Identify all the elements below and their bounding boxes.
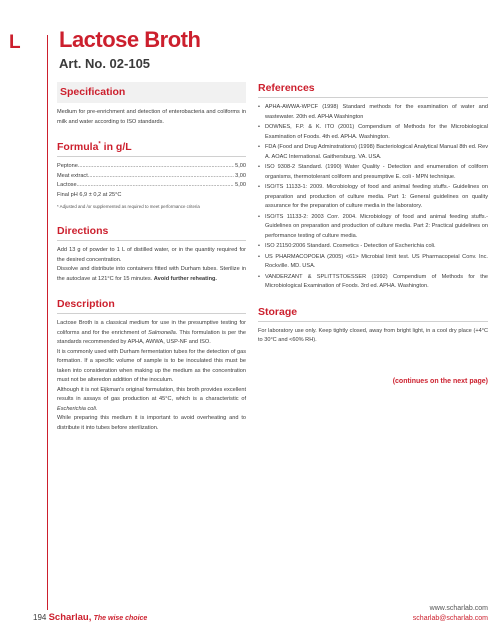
email-link[interactable]: scharlab@scharlab.com bbox=[412, 614, 488, 622]
formula-item-value: 5,00 bbox=[235, 182, 246, 188]
contact-block bbox=[413, 604, 488, 623]
description-p4: While preparing this medium it is important to avoid overheating and to distribute it into tubes before sterilization. bbox=[57, 415, 246, 431]
description-heading: Description bbox=[57, 298, 246, 314]
formula-item-name: Meat extract bbox=[57, 172, 88, 179]
description-p2: It is commonly used with Durham fermentation tubes for the detection of gas formation. If a specific volume of sample is to be inoculated this must be taken into consideration when making up the medium as the concentration must not be alteredon addition of the inoculum. bbox=[57, 348, 246, 383]
formula-item-name: Peptone bbox=[57, 163, 78, 169]
reference-item: • APHA-AWWA-WPCF (1998) Standard methods for the examination of water and wastewater. 20th ed. APHA Washington bbox=[258, 103, 488, 122]
description-p3-italic: Escherichia coli. bbox=[57, 405, 98, 412]
storage-text: For laboratory use only. Keep tightly closed, away from bright light, in a cool dry place (+4°C to 30°C and <60% RH). bbox=[258, 327, 488, 343]
description-p1-a: Lactose Broth is a classical medium for use in the presumptive testing for coliforms and for the enrichment of bbox=[57, 320, 246, 336]
references-heading: References bbox=[258, 82, 488, 98]
description-p1-italic: Salmonella bbox=[148, 329, 176, 336]
left-column bbox=[57, 82, 246, 443]
formula-item-value: 5,00 bbox=[235, 163, 246, 169]
directions-warning: Avoid further reheating. bbox=[153, 275, 217, 282]
continues-note: (continues on the next page) bbox=[392, 378, 488, 385]
description-p3-a: Although it is not Eijkman's original formulation, this broth provides excellent results in assays of gas production at 45°C, which is a characteristic of bbox=[57, 386, 246, 402]
index-letter: L bbox=[9, 32, 21, 53]
formula-heading bbox=[57, 141, 246, 157]
formula-item-name: Lactose bbox=[57, 182, 77, 188]
formula-heading-suffix: in g/L bbox=[100, 141, 132, 153]
description-p3 bbox=[57, 386, 246, 415]
reference-item: • ISO 9308-2 Standard. (1990) Water Quality - Detection and enumeration of coliform organisms, thermotolerant coliform and presumptive E. coli - MPN technique. bbox=[258, 163, 488, 182]
reference-item: • DOWNES, F.P. & K. ITO (2001) Compendium of Methods for the Microbiological Examination of Foods. 4th ed. APHA. Washington. bbox=[258, 123, 488, 142]
formula-item-value: 3,00 bbox=[235, 172, 246, 179]
formula-section bbox=[57, 141, 246, 211]
brand-name: Scharlau, bbox=[48, 612, 92, 623]
article-number: Art. No. 02-105 bbox=[59, 56, 151, 71]
directions-section bbox=[57, 225, 246, 284]
formula-ph: Final pH 6,9 ± 0,2 at 25°C bbox=[57, 191, 122, 198]
storage-section bbox=[258, 306, 488, 346]
description-section bbox=[57, 298, 246, 433]
specification-text: Medium for pre-enrichment and detection of enterobacteria and coliforms in milk and water according to ISO standards. bbox=[57, 109, 246, 125]
right-column bbox=[258, 82, 488, 356]
formula-footnote: * Adjusted and /or supplemented as required to meet performance criteria bbox=[57, 204, 200, 209]
reference-item: • ISO 21150:2006 Standard. Cosmetics - Detection of Escherichia coli. bbox=[258, 242, 488, 252]
reference-item: • ISO/TS 11133-2: 2003 Corr. 2004. Microbiology of food and animal feeding stuffs.- Guidelines on preparation and production of culture media. Part 2: Practical guidelines on performance testing of culture media. bbox=[258, 213, 488, 242]
reference-item: • US PHARMACOPOEIA (2005) <61> Microbial limit test. US Pharmacopeial Conv. Inc. Rockville. MD. USA. bbox=[258, 253, 488, 272]
references-section bbox=[258, 82, 488, 292]
formula-row bbox=[57, 181, 246, 191]
specification-section bbox=[57, 82, 246, 127]
directions-text-2 bbox=[57, 265, 246, 284]
vertical-divider bbox=[47, 35, 48, 610]
page-footer bbox=[33, 612, 147, 623]
storage-heading: Storage bbox=[258, 306, 488, 322]
reference-item: • FDA (Food and Drug Adminstrations) (1998) Bacteriological Analytical Manual 8th ed. Rev A. AOAC International. Gaithersburg. VA. USA. bbox=[258, 143, 488, 162]
formula-row bbox=[57, 172, 246, 182]
brand-tagline: The wise choice bbox=[93, 615, 148, 622]
formula-row bbox=[57, 162, 246, 172]
description-p1 bbox=[57, 319, 246, 348]
page-number: 194 bbox=[33, 613, 47, 622]
formula-heading-text: Formula bbox=[57, 141, 99, 153]
references-list bbox=[258, 103, 488, 292]
description-p1-b: . This formulation is per the standards recommended by APHA, AWWA, USP-NF and ISO. bbox=[57, 329, 246, 345]
directions-text-2-main: Dissolve and distribute into containers fitted with Durham tubes. Sterilize in the autoclave at 121°C for 15 minutes. bbox=[57, 266, 246, 282]
directions-text-1: Add 13 g of powder to 1 L of distilled water, or in the quantity required for the desired concentration. bbox=[57, 247, 246, 263]
page-title: Lactose Broth bbox=[59, 27, 201, 52]
formula-heading-mark: * bbox=[98, 141, 101, 148]
directions-heading: Directions bbox=[57, 225, 246, 241]
website-link[interactable]: www.scharlab.com bbox=[429, 605, 488, 612]
reference-item: • VANDERZANT & SPLITTSTOESSER (1992) Compendium of Methods for the Microbiological Examination of Foods. 3rd ed. APHA. Washington. bbox=[258, 273, 488, 292]
specification-heading: Specification bbox=[57, 82, 246, 103]
reference-item: • ISO/TS 11133-1: 2009. Microbiology of food and animal feeding stuffs.- Guidelines on preparation and production of culture media. Part 1: General guidelines on quality assurance for the preparation of culture media in the laboratory. bbox=[258, 183, 488, 212]
